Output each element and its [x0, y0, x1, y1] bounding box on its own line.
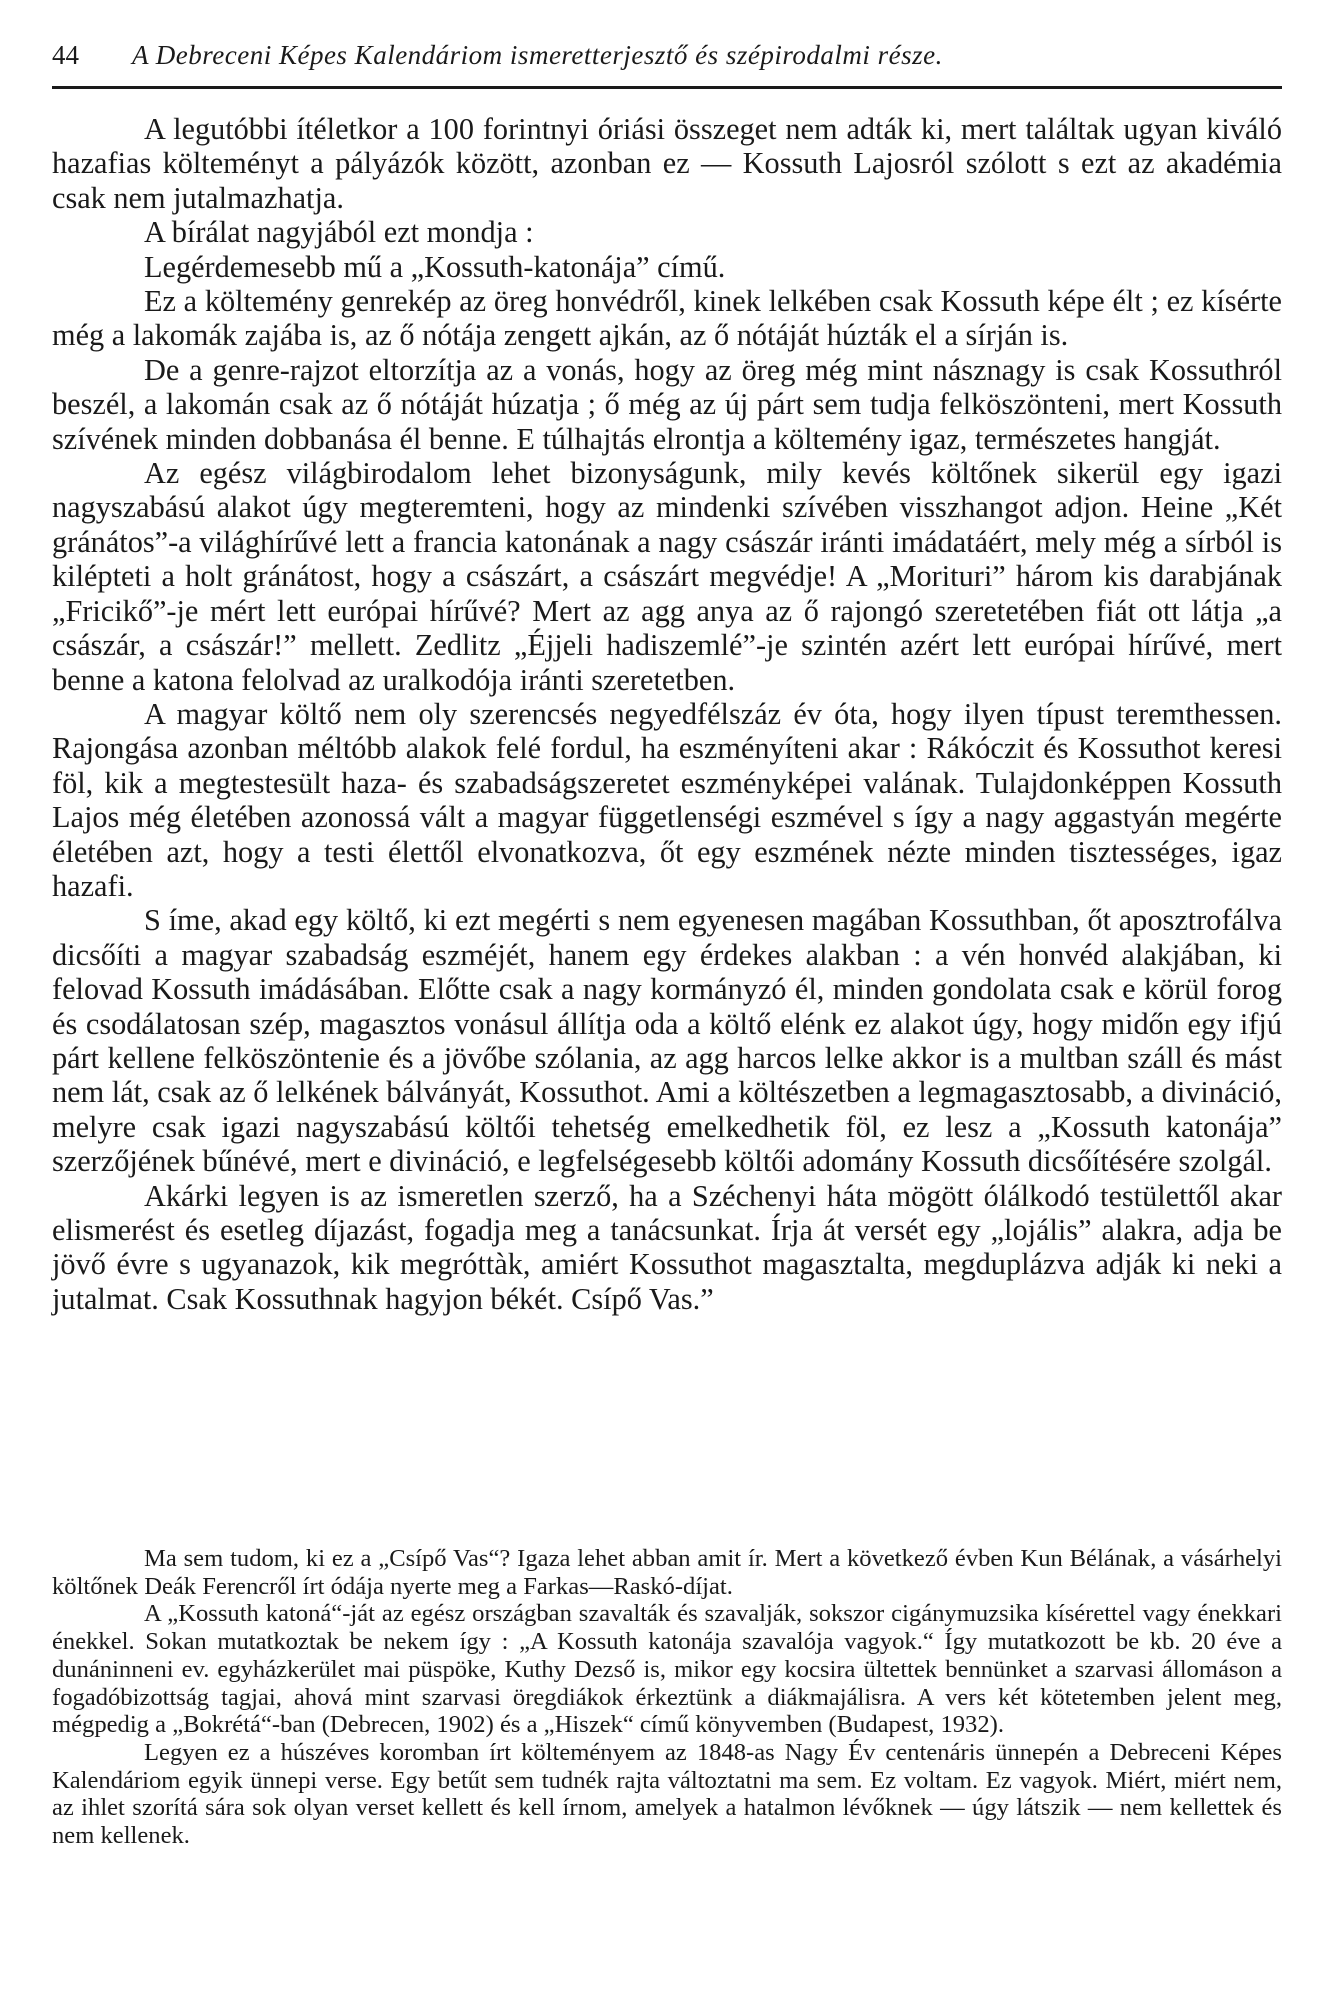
- paragraph: A bírálat nagyjából ezt mondja :: [144, 215, 534, 250]
- main-text: [52, 112, 1282, 1316]
- paragraph: S íme, akad egy költő, ki ezt megérti s nem egyenesen magában Kossuthban, őt aposztrofálva dicsőíti a magyar szabadság eszméjét, hanem egy érdekes alakban : a vén honvéd alakjában, ki felovad Kossuth imádásában. Előtte csak a nagy kormányzó él, minden gondolata csak e körül forog és csodálatosan szép, magasztos vonásul állítja oda a költő elénk ez alakot úgy, hogy midőn egy ifjú párt kellene felköszöntenie és a jövőbe szólania, az agg harcos lelke akkor is a multban száll és mást nem lát, csak az ő lelkének bálványát, Kossuthot. Ami a költészetben a legmagasztosabb, a divináció, melyre csak igazi nagyszabású költői tehetség emelkedhetik föl, ez lesz a „Kossuth katonája” szerzőjének bűnévé, mert e divináció, e legfelségesebb költői adomány Kossuth dicsőítésére szolgál.: [52, 903, 1282, 1179]
- note-paragraph: A „Kossuth katoná“-ját az egész országban szavalták és szavalják, sokszor cigánymuzsika kísérettel vagy énekkari énekkel. Sokan mutatkoztak be nekem így : „A Kossuth katonája szavalója vagyok.“ Így mutatkozott be kb. 20 éve a dunáninneni ev. egyházkerület mai püspöke, Kuthy Dezső is, mikor egy kocsira ültettek bennünket a szarvasi állomáson a fogadóbizottság tagjai, ahová mint szarvasi öregdiákok érkeztünk a diákmajálisra. A vers két kötetemben jelent meg, mégpedig a „Bokrétá“-ban (Debrecen, 1902) és a „Hiszek“ című könyvemben (Budapest, 1932).: [52, 1600, 1282, 1739]
- paragraph: De a genre-rajzot eltorzítja az a vonás, hogy az öreg még mint násznagy is csak Kossuthról beszél, a lakomán csak az ő nótáját húzatja ; ő még az új párt sem tudja felköszönteni, mert Kossuth szívének minden dobbanása él benne. E túlhajtás elrontja a költemény igaz, természetes hangját.: [52, 352, 1282, 456]
- paragraph: A magyar költő nem oly szerencsés negyedfélszáz év óta, hogy ilyen típust teremthessen. Rajongása azonban méltóbb alakok felé fordul, ha eszményíteni akar : Rákóczit és Kossuthot keresi föl, kik a megtestesült haza- és szabadságszeretet eszményképei valának. Tulajdonképpen Kossuth Lajos még életében azonossá vált a magyar függetlenségi eszmével s így a nagy aggastyán megérte életében azt, hogy a testi élettől elvonatkozva, őt egy eszmének nézte minden tisztességes, igaz hazafi.: [52, 696, 1282, 903]
- note-paragraph: Legyen ez a húszéves koromban írt költeményem az 1848-as Nagy Év centenáris ünnepén a Debreceni Képes Kalendáriom egyik ünnepi verse. Egy betűt sem tudnék rajta változtatni ma sem. Ez voltam. Ez vagyok. Miért, miért nem, az ihlet szorítá sára sok olyan verset kellett és kell írnom, amelyek a hatalmon lévőknek — úgy látszik — nem kellettek és nem kellenek.: [52, 1738, 1282, 1850]
- page-number: 44: [52, 40, 79, 70]
- running-title: A Debreceni Képes Kalendáriom ismeretterjesztő és szépirodalmi része.: [132, 40, 943, 70]
- author-notes: [52, 1545, 1282, 1850]
- paragraph: Akárki legyen is az ismeretlen szerző, ha a Széchenyi háta mögött ólálkodó testülettől akar elismerést és esetleg díjazást, fogadja meg a tanácsunkat. Írja át versét egy „lojális” alakra, adja be jövő évre s ugyanazok, kik megróttàk, amiért Kossuthot magasztalta, megduplázva adják ki neki a jutalmat. Csak Kossuthnak hagyjon békét. Csípő Vas.”: [52, 1178, 1282, 1316]
- note-paragraph: Ma sem tudom, ki ez a „Csípő Vas“? Igaza lehet abban amit ír. Mert a következő évben Kun Bélának, a vásárhelyi költőnek Deák Ferencről írt ódája nyerte meg a Farkas—Raskó-díjat.: [52, 1545, 1282, 1600]
- running-header: [52, 40, 1282, 89]
- paragraph: Ez a költemény genrekép az öreg honvédről, kinek lelkében csak Kossuth képe élt ; ez kísérte még a lakomák zajába is, az ő nótája zengett ajkán, az ő nótáját húzták el a sírján is.: [52, 284, 1282, 353]
- paragraph: Legérdemesebb mű a „Kossuth-katonája” című.: [144, 249, 726, 284]
- paragraph: A legutóbbi ítéletkor a 100 forintnyi óriási összeget nem adták ki, mert találtak ugyan kiváló hazafias költeményt a pályázók között, azonban ez — Kossuth Lajosról szólott s ezt az akadémia csak nem jutalmazhatja.: [52, 112, 1282, 215]
- paragraph: Az egész világbirodalom lehet bizonyságunk, mily kevés költőnek sikerül egy igazi nagyszabású alakot úgy megteremteni, hogy az mindenki szívében visszhangot adjon. Heine „Két gránátos”-a világhírűvé lett a francia katonának a nagy császár iránti imádatáért, mely még a sírból is kilépteti a holt gránátost, hogy a császárt, a császárt megvédje! A „Morituri” három kis darabjának „Fricikő”-je mért lett európai hírűvé? Mert az agg anya az ő rajongó szeretetében fiát ott látja „a császár, a császár!” mellett. Zedlitz „Éjjeli hadiszemlé”-je szintén azért lett európai hírűvé, mert benne a katona felolvad az uralkodója iránti szeretetben.: [52, 456, 1282, 697]
